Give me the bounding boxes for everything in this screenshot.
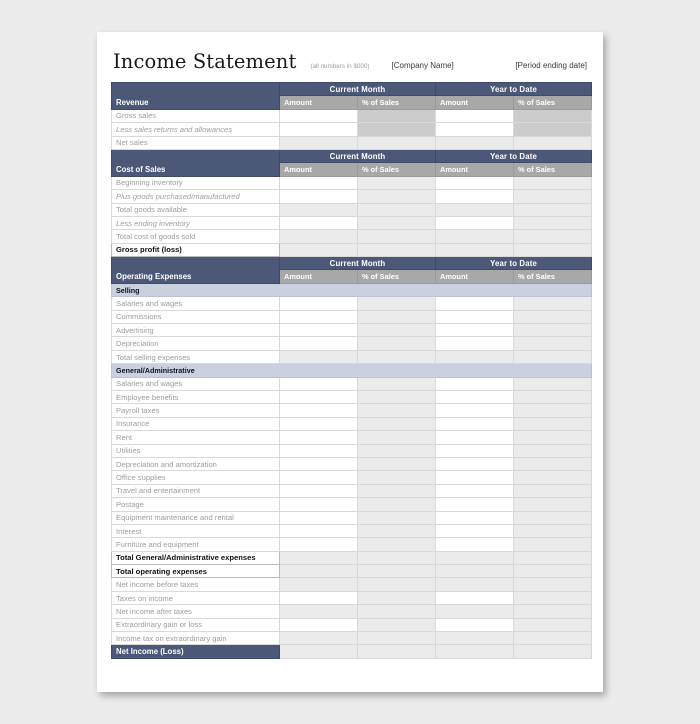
cell-amount-ytd[interactable] bbox=[436, 632, 514, 645]
column-header-amount-ytd: Amount bbox=[436, 96, 514, 109]
cell-amount-current[interactable] bbox=[280, 618, 358, 631]
cell-pct-ytd[interactable] bbox=[514, 632, 592, 645]
cell-net-pct-current[interactable] bbox=[358, 645, 436, 658]
cell-amount-current[interactable] bbox=[280, 431, 358, 444]
cell-pct-ytd[interactable] bbox=[514, 190, 592, 203]
cell-pct-current[interactable] bbox=[358, 444, 436, 457]
cell-pct-current[interactable] bbox=[358, 524, 436, 537]
cell-amount-current[interactable] bbox=[280, 390, 358, 403]
section-header-row bbox=[112, 83, 592, 96]
cell-amount-current[interactable] bbox=[280, 203, 358, 216]
cell-amount-ytd[interactable] bbox=[436, 618, 514, 631]
table-row bbox=[112, 109, 592, 122]
cell-pct-ytd[interactable] bbox=[514, 618, 592, 631]
cell-amount-ytd[interactable] bbox=[436, 511, 514, 524]
table-row bbox=[112, 310, 592, 323]
column-header-amount-current: Amount bbox=[280, 163, 358, 176]
row-label: Net sales bbox=[112, 136, 280, 149]
cell-pct-current[interactable] bbox=[358, 632, 436, 645]
cell-amount-current[interactable] bbox=[280, 578, 358, 591]
cell-pct-current[interactable] bbox=[358, 390, 436, 403]
cell-pct-current[interactable] bbox=[358, 457, 436, 470]
cell-pct-ytd[interactable] bbox=[514, 578, 592, 591]
cell-pct-ytd[interactable] bbox=[514, 203, 592, 216]
section-header-row bbox=[112, 149, 592, 162]
cell-amount-ytd[interactable] bbox=[436, 297, 514, 310]
row-label: Net income before taxes bbox=[112, 578, 280, 591]
cell-pct-ytd[interactable] bbox=[514, 243, 592, 256]
cell-amount-ytd[interactable] bbox=[436, 190, 514, 203]
cell-amount-ytd[interactable] bbox=[436, 444, 514, 457]
cell-amount-ytd[interactable] bbox=[436, 243, 514, 256]
cell-amount-current[interactable] bbox=[280, 444, 358, 457]
table-row bbox=[112, 591, 592, 604]
row-label: Salaries and wages bbox=[112, 377, 280, 390]
cell-amount-ytd[interactable] bbox=[436, 176, 514, 189]
cell-amount-ytd[interactable] bbox=[436, 350, 514, 363]
cell-pct-ytd[interactable] bbox=[514, 444, 592, 457]
table-row bbox=[112, 511, 592, 524]
cell-pct-ytd[interactable] bbox=[514, 591, 592, 604]
cell-pct-ytd[interactable] bbox=[514, 565, 592, 578]
cell-net-pct-ytd[interactable] bbox=[514, 645, 592, 658]
cell-pct-ytd[interactable] bbox=[514, 484, 592, 497]
cell-pct-current[interactable] bbox=[358, 190, 436, 203]
cell-pct-current[interactable] bbox=[358, 511, 436, 524]
net-income-row bbox=[112, 645, 592, 658]
cell-pct-current[interactable] bbox=[358, 337, 436, 350]
table-row bbox=[112, 324, 592, 337]
row-label: Commissions bbox=[112, 310, 280, 323]
table-row bbox=[112, 471, 592, 484]
cell-pct-current[interactable] bbox=[358, 136, 436, 149]
table-row bbox=[112, 538, 592, 551]
cell-pct-ytd[interactable] bbox=[514, 337, 592, 350]
row-label: Total goods available bbox=[112, 203, 280, 216]
units-note: (all numbers in $000) bbox=[310, 63, 370, 70]
cell-pct-ytd[interactable] bbox=[514, 377, 592, 390]
table-row bbox=[112, 243, 592, 256]
row-label: Office supplies bbox=[112, 471, 280, 484]
column-header-pct-current: % of Sales bbox=[358, 270, 436, 283]
row-label: Utilities bbox=[112, 444, 280, 457]
subsection-title: Selling bbox=[112, 283, 592, 296]
cell-pct-ytd[interactable] bbox=[514, 457, 592, 470]
column-header-pct-ytd: % of Sales bbox=[514, 270, 592, 283]
row-label: Gross profit (loss) bbox=[112, 243, 280, 256]
cell-amount-ytd[interactable] bbox=[436, 498, 514, 511]
cell-pct-current[interactable] bbox=[358, 605, 436, 618]
row-label: Total selling expenses bbox=[112, 350, 280, 363]
cell-amount-current[interactable] bbox=[280, 591, 358, 604]
cell-amount-current[interactable] bbox=[280, 632, 358, 645]
column-group-year-to-date: Year to Date bbox=[436, 83, 592, 96]
table-row bbox=[112, 431, 592, 444]
row-label: Salaries and wages bbox=[112, 297, 280, 310]
row-label: Equipment maintenance and rental bbox=[112, 511, 280, 524]
cell-amount-ytd[interactable] bbox=[436, 404, 514, 417]
table-row bbox=[112, 457, 592, 470]
cell-amount-ytd[interactable] bbox=[436, 230, 514, 243]
cell-amount-ytd[interactable] bbox=[436, 417, 514, 430]
cell-amount-ytd[interactable] bbox=[436, 431, 514, 444]
column-group-current-month: Current Month bbox=[280, 83, 436, 96]
cell-amount-ytd[interactable] bbox=[436, 377, 514, 390]
cell-pct-ytd[interactable] bbox=[514, 109, 592, 122]
cell-amount-current[interactable] bbox=[280, 524, 358, 537]
cell-pct-current[interactable] bbox=[358, 498, 436, 511]
section-title: Cost of Sales bbox=[112, 149, 280, 176]
cell-pct-ytd[interactable] bbox=[514, 471, 592, 484]
row-label: Plus goods purchased/manufactured bbox=[112, 190, 280, 203]
cell-pct-current[interactable] bbox=[358, 578, 436, 591]
cell-amount-ytd[interactable] bbox=[436, 136, 514, 149]
cell-pct-current[interactable] bbox=[358, 176, 436, 189]
column-header-amount-ytd: Amount bbox=[436, 163, 514, 176]
column-header-pct-current: % of Sales bbox=[358, 96, 436, 109]
cell-amount-ytd[interactable] bbox=[436, 337, 514, 350]
cell-amount-ytd[interactable] bbox=[436, 216, 514, 229]
cell-amount-ytd[interactable] bbox=[436, 457, 514, 470]
column-header-amount-current: Amount bbox=[280, 270, 358, 283]
cell-pct-current[interactable] bbox=[358, 350, 436, 363]
cell-pct-current[interactable] bbox=[358, 109, 436, 122]
cell-pct-ytd[interactable] bbox=[514, 297, 592, 310]
table-row bbox=[112, 203, 592, 216]
document-page bbox=[97, 32, 603, 692]
cell-amount-current[interactable] bbox=[280, 350, 358, 363]
cell-amount-ytd[interactable] bbox=[436, 591, 514, 604]
table-row bbox=[112, 578, 592, 591]
cell-amount-current[interactable] bbox=[280, 230, 358, 243]
column-header-pct-ytd: % of Sales bbox=[514, 96, 592, 109]
cell-amount-current[interactable] bbox=[280, 551, 358, 564]
cell-amount-ytd[interactable] bbox=[436, 578, 514, 591]
table-row bbox=[112, 216, 592, 229]
table-row bbox=[112, 484, 592, 497]
cell-amount-current[interactable] bbox=[280, 457, 358, 470]
row-label: Rent bbox=[112, 431, 280, 444]
income-statement-table bbox=[111, 82, 592, 659]
cell-pct-ytd[interactable] bbox=[514, 216, 592, 229]
cell-pct-current[interactable] bbox=[358, 471, 436, 484]
cell-net-amount-current[interactable] bbox=[280, 645, 358, 658]
page-title: Income Statement bbox=[113, 50, 297, 73]
cell-amount-current[interactable] bbox=[280, 484, 358, 497]
table-row bbox=[112, 337, 592, 350]
column-group-current-month: Current Month bbox=[280, 257, 436, 270]
cell-amount-current[interactable] bbox=[280, 136, 358, 149]
column-group-current-month: Current Month bbox=[280, 149, 436, 162]
row-label: Advertising bbox=[112, 324, 280, 337]
cell-net-amount-ytd[interactable] bbox=[436, 645, 514, 658]
cell-amount-current[interactable] bbox=[280, 190, 358, 203]
table-row bbox=[112, 350, 592, 363]
cell-amount-ytd[interactable] bbox=[436, 538, 514, 551]
cell-pct-ytd[interactable] bbox=[514, 390, 592, 403]
cell-pct-current[interactable] bbox=[358, 243, 436, 256]
table-row bbox=[112, 632, 592, 645]
cell-amount-current[interactable] bbox=[280, 310, 358, 323]
table-row bbox=[112, 230, 592, 243]
cell-amount-ytd[interactable] bbox=[436, 203, 514, 216]
cell-pct-current[interactable] bbox=[358, 310, 436, 323]
table-row bbox=[112, 390, 592, 403]
cell-pct-current[interactable] bbox=[358, 417, 436, 430]
column-group-year-to-date: Year to Date bbox=[436, 149, 592, 162]
cell-amount-ytd[interactable] bbox=[436, 310, 514, 323]
cell-amount-current[interactable] bbox=[280, 297, 358, 310]
row-label: Total General/Administrative expenses bbox=[112, 551, 280, 564]
cell-pct-ytd[interactable] bbox=[514, 350, 592, 363]
table-row bbox=[112, 565, 592, 578]
row-label: Gross sales bbox=[112, 109, 280, 122]
row-label: Depreciation bbox=[112, 337, 280, 350]
row-label: Interest bbox=[112, 524, 280, 537]
cell-amount-current[interactable] bbox=[280, 109, 358, 122]
cell-pct-current[interactable] bbox=[358, 324, 436, 337]
company-name-placeholder[interactable]: [Company Name] bbox=[391, 61, 454, 70]
row-label: Total operating expenses bbox=[112, 565, 280, 578]
cell-pct-current[interactable] bbox=[358, 591, 436, 604]
table-row bbox=[112, 551, 592, 564]
cell-pct-current[interactable] bbox=[358, 203, 436, 216]
cell-pct-current[interactable] bbox=[358, 297, 436, 310]
cell-pct-current[interactable] bbox=[358, 484, 436, 497]
cell-pct-current[interactable] bbox=[358, 216, 436, 229]
cell-amount-current[interactable] bbox=[280, 377, 358, 390]
net-income-label: Net Income (Loss) bbox=[112, 645, 280, 658]
cell-amount-current[interactable] bbox=[280, 538, 358, 551]
row-label: Income tax on extraordinary gain bbox=[112, 632, 280, 645]
table-row bbox=[112, 618, 592, 631]
subsection-header-row bbox=[112, 364, 592, 377]
table-row bbox=[112, 444, 592, 457]
cell-pct-ytd[interactable] bbox=[514, 310, 592, 323]
period-ending-placeholder[interactable]: [Period ending date] bbox=[515, 61, 587, 70]
cell-amount-current[interactable] bbox=[280, 123, 358, 136]
column-header-amount-current: Amount bbox=[280, 96, 358, 109]
cell-amount-ytd[interactable] bbox=[436, 390, 514, 403]
table-row bbox=[112, 377, 592, 390]
cell-pct-ytd[interactable] bbox=[514, 538, 592, 551]
document-header bbox=[111, 50, 589, 82]
cell-amount-current[interactable] bbox=[280, 243, 358, 256]
cell-pct-ytd[interactable] bbox=[514, 417, 592, 430]
row-label: Insurance bbox=[112, 417, 280, 430]
cell-amount-current[interactable] bbox=[280, 471, 358, 484]
section-title: Operating Expenses bbox=[112, 257, 280, 284]
subsection-title: General/Administrative bbox=[112, 364, 592, 377]
row-label: Taxes on income bbox=[112, 591, 280, 604]
cell-pct-ytd[interactable] bbox=[514, 404, 592, 417]
table-row bbox=[112, 297, 592, 310]
table-row bbox=[112, 190, 592, 203]
cell-amount-current[interactable] bbox=[280, 216, 358, 229]
table-row bbox=[112, 605, 592, 618]
subsection-header-row bbox=[112, 283, 592, 296]
table-row bbox=[112, 136, 592, 149]
cell-pct-current[interactable] bbox=[358, 431, 436, 444]
row-label: Postage bbox=[112, 498, 280, 511]
cell-amount-ytd[interactable] bbox=[436, 551, 514, 564]
cell-pct-ytd[interactable] bbox=[514, 176, 592, 189]
cell-pct-current[interactable] bbox=[358, 377, 436, 390]
cell-amount-ytd[interactable] bbox=[436, 324, 514, 337]
table-row bbox=[112, 176, 592, 189]
cell-pct-current[interactable] bbox=[358, 123, 436, 136]
table-row bbox=[112, 417, 592, 430]
row-label: Depreciation and amortization bbox=[112, 457, 280, 470]
row-label: Travel and entertainment bbox=[112, 484, 280, 497]
cell-amount-current[interactable] bbox=[280, 337, 358, 350]
cell-amount-ytd[interactable] bbox=[436, 605, 514, 618]
cell-pct-ytd[interactable] bbox=[514, 524, 592, 537]
row-label: Beginning inventory bbox=[112, 176, 280, 189]
row-label: Extraordinary gain or loss bbox=[112, 618, 280, 631]
cell-pct-ytd[interactable] bbox=[514, 136, 592, 149]
cell-amount-ytd[interactable] bbox=[436, 109, 514, 122]
cell-amount-ytd[interactable] bbox=[436, 123, 514, 136]
cell-amount-current[interactable] bbox=[280, 605, 358, 618]
column-header-pct-ytd: % of Sales bbox=[514, 163, 592, 176]
cell-pct-ytd[interactable] bbox=[514, 230, 592, 243]
table-row bbox=[112, 123, 592, 136]
cell-pct-current[interactable] bbox=[358, 404, 436, 417]
cell-pct-ytd[interactable] bbox=[514, 511, 592, 524]
cell-amount-current[interactable] bbox=[280, 498, 358, 511]
column-header-amount-ytd: Amount bbox=[436, 270, 514, 283]
cell-amount-current[interactable] bbox=[280, 176, 358, 189]
cell-amount-ytd[interactable] bbox=[436, 565, 514, 578]
row-label: Payroll taxes bbox=[112, 404, 280, 417]
cell-pct-ytd[interactable] bbox=[514, 551, 592, 564]
cell-pct-ytd[interactable] bbox=[514, 605, 592, 618]
row-label: Furniture and equipment bbox=[112, 538, 280, 551]
cell-pct-ytd[interactable] bbox=[514, 431, 592, 444]
cell-pct-ytd[interactable] bbox=[514, 498, 592, 511]
cell-amount-ytd[interactable] bbox=[436, 524, 514, 537]
table-row bbox=[112, 524, 592, 537]
cell-amount-current[interactable] bbox=[280, 404, 358, 417]
section-title: Revenue bbox=[112, 83, 280, 110]
cell-pct-ytd[interactable] bbox=[514, 324, 592, 337]
cell-amount-current[interactable] bbox=[280, 511, 358, 524]
column-header-pct-current: % of Sales bbox=[358, 163, 436, 176]
cell-pct-current[interactable] bbox=[358, 618, 436, 631]
row-label: Less ending inventory bbox=[112, 216, 280, 229]
table-row bbox=[112, 498, 592, 511]
cell-amount-current[interactable] bbox=[280, 324, 358, 337]
row-label: Net income after taxes bbox=[112, 605, 280, 618]
cell-amount-current[interactable] bbox=[280, 417, 358, 430]
cell-amount-ytd[interactable] bbox=[436, 471, 514, 484]
cell-amount-current[interactable] bbox=[280, 565, 358, 578]
cell-amount-ytd[interactable] bbox=[436, 484, 514, 497]
cell-pct-ytd[interactable] bbox=[514, 123, 592, 136]
cell-pct-current[interactable] bbox=[358, 538, 436, 551]
section-header-row bbox=[112, 257, 592, 270]
row-label: Total cost of goods sold bbox=[112, 230, 280, 243]
cell-pct-current[interactable] bbox=[358, 565, 436, 578]
table-row bbox=[112, 404, 592, 417]
cell-pct-current[interactable] bbox=[358, 551, 436, 564]
row-label: Employee benefits bbox=[112, 390, 280, 403]
column-group-year-to-date: Year to Date bbox=[436, 257, 592, 270]
cell-pct-current[interactable] bbox=[358, 230, 436, 243]
row-label: Less sales returns and allowances bbox=[112, 123, 280, 136]
